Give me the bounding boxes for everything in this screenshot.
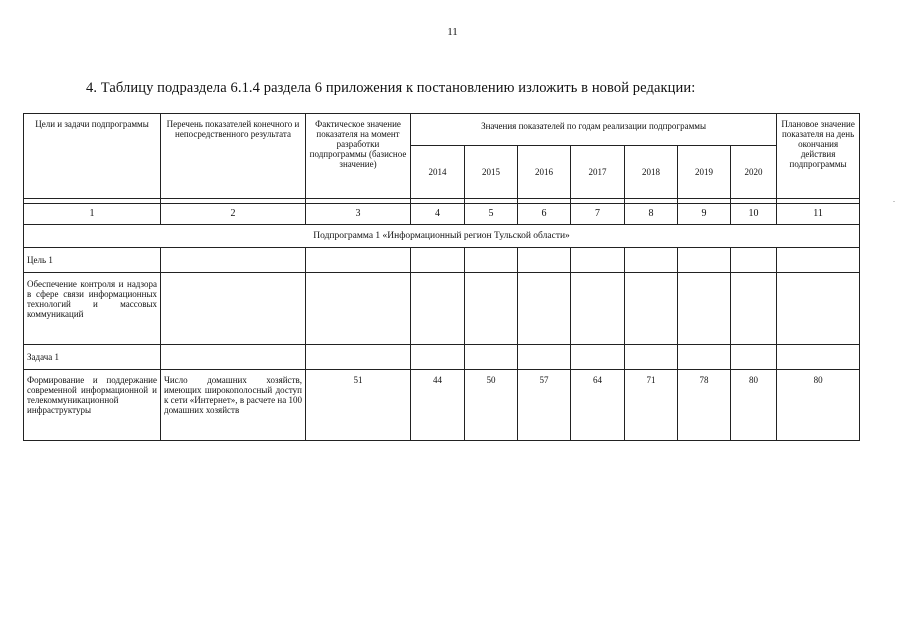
task-label-row (24, 345, 860, 370)
subprogram-title: Подпрограмма 1 «Информационный регион Тульской области» (24, 225, 860, 248)
header-indicators-list: Перечень показателей конечного и непосредственного результата (161, 114, 306, 199)
column-number: 10 (731, 204, 777, 225)
column-number: 6 (518, 204, 571, 225)
column-number: 2 (161, 204, 306, 225)
planned-value: 80 (777, 370, 860, 441)
subprogram-row (24, 225, 860, 248)
year-value: 71 (625, 370, 678, 441)
margin-mark: - (893, 199, 895, 205)
column-number: 4 (411, 204, 465, 225)
task-text: Формирование и поддержание современной информационной и телекоммуникационной инфраструктуры (24, 370, 161, 441)
header-year: 2018 (625, 146, 678, 199)
goal-text-row (24, 273, 860, 345)
header-year: 2019 (678, 146, 731, 199)
page-number: 11 (447, 26, 458, 38)
column-number: 7 (571, 204, 625, 225)
column-number: 8 (625, 204, 678, 225)
year-value: 64 (571, 370, 625, 441)
column-number: 11 (777, 204, 860, 225)
year-value: 57 (518, 370, 571, 441)
header-year: 2020 (731, 146, 777, 199)
year-value: 50 (465, 370, 518, 441)
goal-label-row (24, 248, 860, 273)
header-year: 2017 (571, 146, 625, 199)
column-number: 3 (306, 204, 411, 225)
header-year: 2015 (465, 146, 518, 199)
goal-label: Цель 1 (24, 248, 161, 273)
indicator-row (24, 370, 860, 441)
year-value: 80 (731, 370, 777, 441)
base-value: 51 (306, 370, 411, 441)
column-number: 9 (678, 204, 731, 225)
section-heading: 4. Таблицу подраздела 6.1.4 раздела 6 приложения к постановлению изложить в новой редакции: (86, 80, 696, 96)
indicators-table (23, 113, 860, 441)
header-base-value: Фактическое значение показателя на момент разработки подпрограммы (базисное значение) (306, 114, 411, 199)
header-year: 2016 (518, 146, 571, 199)
header-goals-tasks: Цели и задачи подпрограммы (24, 114, 161, 199)
indicators-table-container (23, 113, 860, 441)
column-number: 1 (24, 204, 161, 225)
header-year: 2014 (411, 146, 465, 199)
header-planned-value: Плановое значение показателя на день окончания действия подпрограммы (777, 114, 860, 199)
column-number: 5 (465, 204, 518, 225)
year-value: 78 (678, 370, 731, 441)
task-label: Задача 1 (24, 345, 161, 370)
goal-text: Обеспечение контроля и надзора в сфере связи информационных технологий и массовых коммуникаций (24, 273, 161, 345)
column-number-row (24, 204, 860, 225)
header-row-1 (24, 114, 860, 146)
year-value: 44 (411, 370, 465, 441)
indicator-text: Число домашних хозяйств, имеющих широкополосный доступ к сети «Интернет», в расчете на 100 домашних хозяйств (161, 370, 306, 441)
header-years-group: Значения показателей по годам реализации подпрограммы (411, 114, 777, 146)
